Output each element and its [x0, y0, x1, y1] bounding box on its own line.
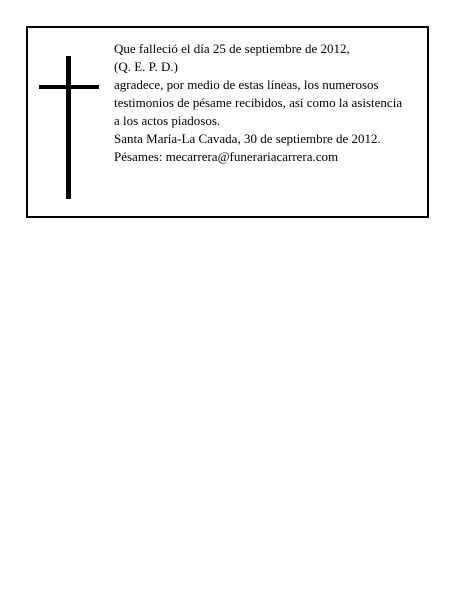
death-date-line: Que falleció el día 25 de septiembre de 2012,	[114, 41, 350, 56]
cross-vertical-bar	[66, 56, 71, 199]
cross-horizontal-bar	[39, 85, 99, 89]
thanks-line-3: a los actos piadosos.	[114, 113, 221, 128]
thanks-line-1: agradece, por medio de estas líneas, los numerosos	[114, 77, 379, 92]
thanks-line-2: testimonios de pésame recibidos, así como la asistencia	[114, 95, 403, 110]
notice-text	[114, 40, 424, 166]
obituary-notice-box	[26, 26, 429, 218]
place-date-line: Santa María-La Cavada, 30 de septiembre de 2012.	[114, 131, 381, 146]
condolences-email-line: Pésames: mecarrera@funerariacarrera.com	[114, 149, 339, 164]
rip-line: (Q. E. P. D.)	[114, 59, 178, 74]
